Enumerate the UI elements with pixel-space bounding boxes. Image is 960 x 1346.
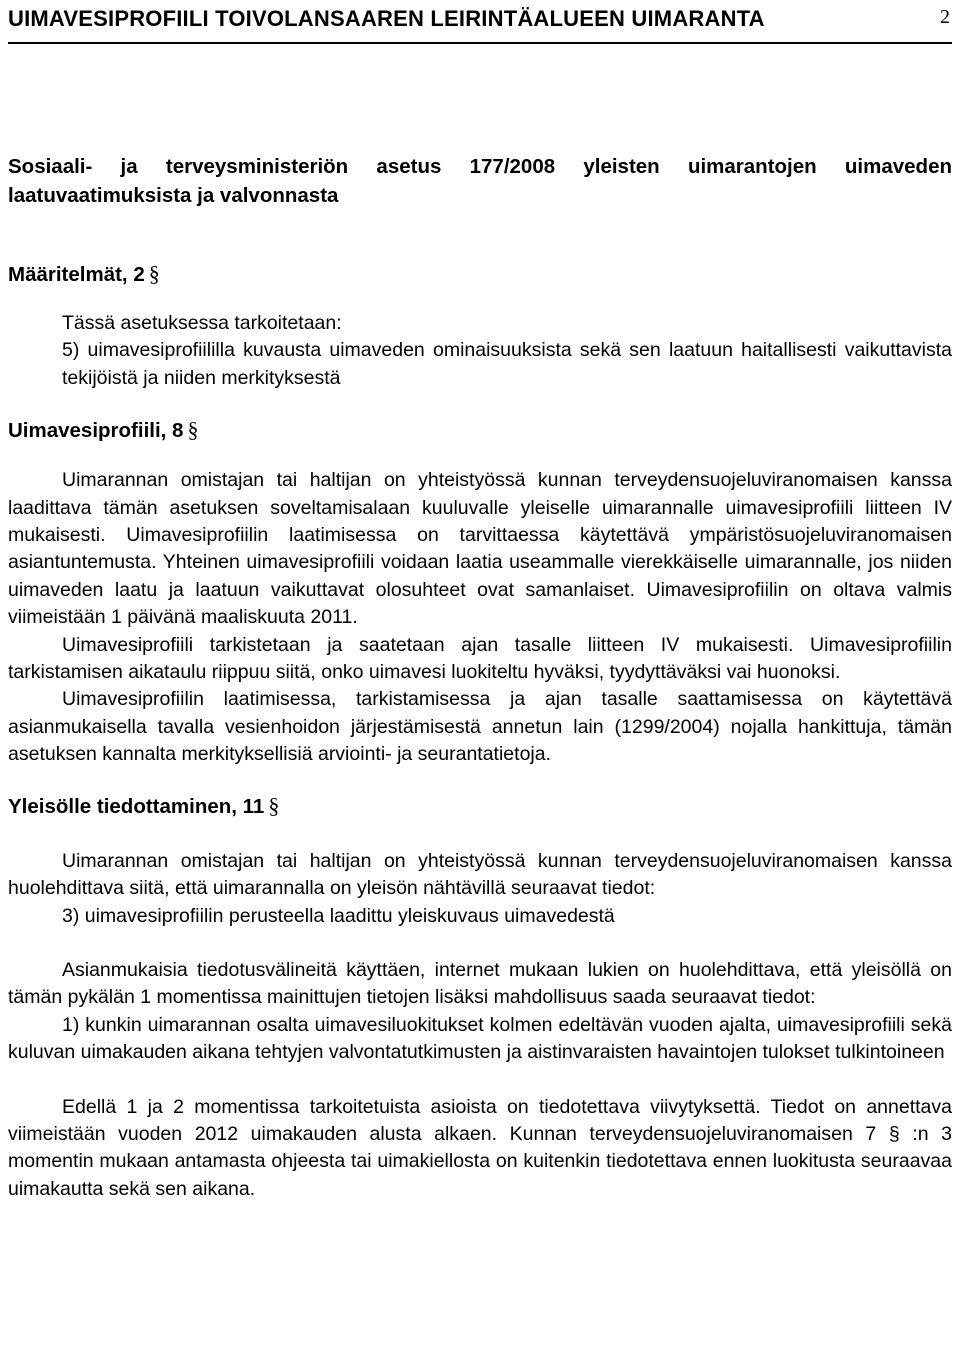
page-number: 2 (940, 6, 950, 28)
paragraph: Uimavesiprofiilin laatimisessa, tarkistamisessa ja ajan tasalle saattamisessa on käytettävä asianmukaisella tavalla vesienhoidon järjestämisestä annetun lain (1299/2004) nojalla hankittuja, tämän asetuksen kannalta merkityksellisiä arviointi- ja seurantatietoja. (8, 688, 952, 766)
section-intro: Tässä asetuksessa tarkoitetaan: (62, 312, 342, 334)
list-item: 1) kunkin uimarannan osalta uimavesiluokitukset kolmen edeltävän vuoden ajalta, uimavesiprofiili sekä kuluvan uimakauden aikana tehtyjen valvontatutkimusten ja aistinvaraisten havaintojen tulokset tulkintoineen (8, 1013, 952, 1064)
section-heading-maaritelmat (8, 259, 952, 289)
paragraph: Uimarannan omistajan tai haltijan on yhteistyössä kunnan terveydensuojeluviranomaisen kanssa laadittava tämän asetuksen soveltamisalaan kuuluvalle yleiselle uimarannalle uimavesiprofiili liitteen IV mukaisesti. Uimavesiprofiilin laatimisessa on tarvittaessa käytettävä ympäristösuojeluviranomaisen asiantuntemusta. Yhteinen uimavesiprofiili voidaan laatia useammalle vierekkäiselle uimarannalle, jos niiden uimaveden laatu ja laatuun vaikuttavat olosuhteet ovat samanlaiset. Uimavesiprofiilin on oltava valmis viimeistään 1 päivänä maaliskuuta 2011. (8, 469, 952, 629)
paragraph: Edellä 1 ja 2 momentissa tarkoitetuista asioista on tiedotettava viivytyksettä. Tiedot on annettava viimeistään vuoden 2012 uimakauden alusta alkaen. Kunnan terveydensuojeluviranomaisen 7 § :n 3 momentin mukaan antamasta ohjeesta tai uimakiellosta on kuitenkin tiedotettava ennen luokitusta seuraavaa uimakautta sekä sen aikana. (8, 1095, 952, 1200)
paragraph: Uimavesiprofiili tarkistetaan ja saatetaan ajan tasalle liitteen IV mukaisesti. Uimavesiprofiilin tarkistamisen aikataulu riippuu siitä, onko uimavesi luokiteltu hyväksi, tyydyttäväksi vai huonoksi. (8, 633, 952, 684)
list-item: 3) uimavesiprofiilin perusteella laadittu yleiskuvaus uimavedestä (62, 904, 615, 927)
header-title: UIMAVESIPROFIILI TOIVOLANSAAREN LEIRINTÄALUEEN UIMARANTA (8, 6, 765, 31)
section-sign: § (187, 417, 199, 443)
section-sign: § (148, 261, 160, 286)
section-heading-text: Uimavesiprofiili, 8 (8, 419, 184, 443)
section-heading-text: Yleisölle tiedottaminen, 11 (8, 794, 265, 818)
paragraph: Asianmukaisia tiedotusvälineitä käyttäen, internet mukaan lukien on huolehdittava, että yleisöllä on tämän pykälän 1 momentissa mainittujen tietojen lisäksi mahdollisuus saada seuraavat tiedot: (8, 958, 952, 1009)
section-heading-yleisolle-tiedottaminen (8, 791, 952, 821)
section-sign: § (268, 792, 280, 818)
definition-item: 5) uimavesiprofiililla kuvausta uimaveden ominaisuuksista sekä sen laatuun haitallisesti vaikuttavista tekijöistä ja niiden merkityksestä (62, 339, 952, 389)
section-heading-text: Määritelmät, 2 (8, 263, 145, 286)
section-heading-uimavesiprofiili (8, 415, 952, 445)
paragraph: Uimarannan omistajan tai haltijan on yhteistyössä kunnan terveydensuojeluviranomaisen kanssa huolehdittava siitä, että uimarannalla on yleisön nähtävillä seuraavat tiedot: (8, 849, 952, 900)
page-header (8, 2, 952, 44)
main-heading: Sosiaali- ja terveysministeriön asetus 177/2008 yleisten uimarantojen uimaveden laatuvaatimuksista ja valvonnasta (8, 155, 952, 207)
document-body (8, 152, 952, 1203)
